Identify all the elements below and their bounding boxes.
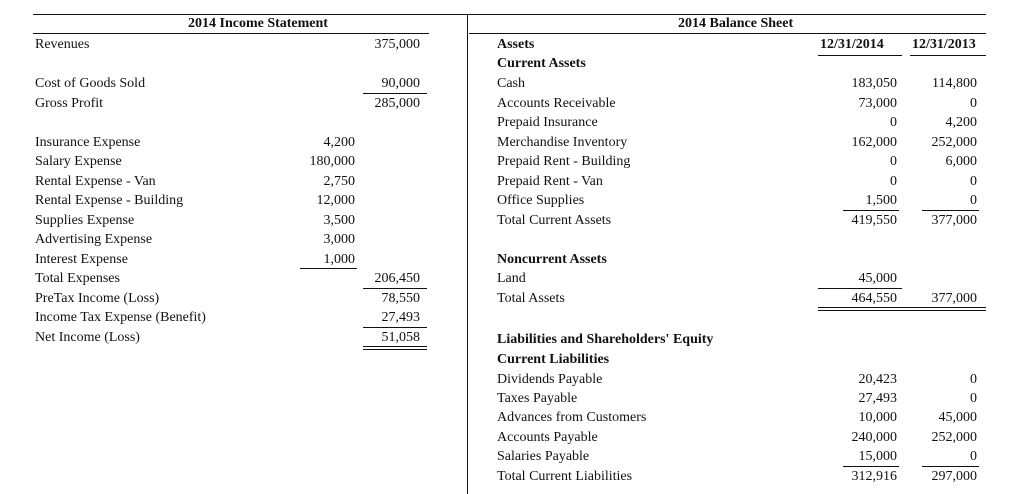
total-assets-double-underline xyxy=(818,307,986,311)
rental-van-value: 2,750 xyxy=(323,174,355,189)
income-tax-value: 27,493 xyxy=(381,310,420,325)
salary-expense-label: Salary Expense xyxy=(35,154,122,169)
pretax-income-label: PreTax Income (Loss) xyxy=(35,291,160,306)
revenues-label: Revenues xyxy=(35,37,90,52)
total-current-assets-2014: 419,550 xyxy=(851,213,897,228)
total-expenses-underline xyxy=(363,288,427,289)
interest-expense-label: Interest Expense xyxy=(35,252,128,267)
cogs-value: 90,000 xyxy=(381,76,420,91)
liabilities-equity-heading: Liabilities and Shareholders' Equity xyxy=(497,332,714,347)
cash-2013: 114,800 xyxy=(932,76,977,91)
expenses-underline xyxy=(300,268,357,269)
current-liabilities-underline-2014 xyxy=(843,466,899,467)
land-underline xyxy=(818,288,902,289)
total-assets-2013: 377,000 xyxy=(931,291,977,306)
noncurrent-assets-heading: Noncurrent Assets xyxy=(497,252,607,267)
assets-heading: Assets xyxy=(497,37,535,52)
top-border xyxy=(33,14,986,15)
office-supplies-2014: 1,500 xyxy=(865,193,897,208)
column-header-underline-2014 xyxy=(818,55,902,56)
prepaid-insurance-label: Prepaid Insurance xyxy=(497,115,598,130)
total-current-liabilities-2013: 297,000 xyxy=(931,469,977,484)
column-header-2014: 12/31/2014 xyxy=(820,37,884,52)
supplies-expense-value: 3,500 xyxy=(323,213,355,228)
balance-title-underline xyxy=(469,33,986,34)
accounts-receivable-label: Accounts Receivable xyxy=(497,96,616,111)
cogs-label: Cost of Goods Sold xyxy=(35,76,146,91)
prepaid-rent-van-2013: 0 xyxy=(970,174,977,189)
total-current-assets-2013: 377,000 xyxy=(931,213,977,228)
rental-van-label: Rental Expense - Van xyxy=(35,174,156,189)
current-assets-underline-2014 xyxy=(843,210,899,211)
salaries-payable-2014: 15,000 xyxy=(858,449,897,464)
salary-expense-value: 180,000 xyxy=(309,154,355,169)
column-header-2013: 12/31/2013 xyxy=(912,37,976,52)
current-assets-heading: Current Assets xyxy=(497,56,586,71)
net-income-value: 51,058 xyxy=(381,330,420,345)
accounts-receivable-2014: 73,000 xyxy=(858,96,897,111)
total-expenses-value: 206,450 xyxy=(374,271,420,286)
prepaid-insurance-2014: 0 xyxy=(890,115,897,130)
prepaid-rent-building-2014: 0 xyxy=(890,154,897,169)
net-income-double-underline xyxy=(363,346,427,350)
prepaid-rent-building-2013: 6,000 xyxy=(945,154,977,169)
taxes-payable-label: Taxes Payable xyxy=(497,391,578,406)
merchandise-inventory-2014: 162,000 xyxy=(851,135,897,150)
accounts-payable-2014: 240,000 xyxy=(851,430,897,445)
merchandise-inventory-label: Merchandise Inventory xyxy=(497,135,628,150)
advances-from-customers-2014: 10,000 xyxy=(858,410,897,425)
revenues-value: 375,000 xyxy=(374,37,420,52)
pretax-income-value: 78,550 xyxy=(381,291,420,306)
interest-expense-value: 1,000 xyxy=(323,252,355,267)
taxes-payable-2013: 0 xyxy=(970,391,977,406)
net-income-label: Net Income (Loss) xyxy=(35,330,140,345)
office-supplies-2013: 0 xyxy=(970,193,977,208)
cogs-underline xyxy=(363,93,427,94)
total-assets-label: Total Assets xyxy=(497,291,565,306)
cash-2014: 183,050 xyxy=(851,76,897,91)
taxes-payable-2014: 27,493 xyxy=(858,391,897,406)
cash-label: Cash xyxy=(497,76,525,91)
rental-building-value: 12,000 xyxy=(316,193,355,208)
advertising-expense-value: 3,000 xyxy=(323,232,355,247)
total-current-assets-label: Total Current Assets xyxy=(497,213,612,228)
column-header-underline-2013 xyxy=(910,55,986,56)
gross-profit-label: Gross Profit xyxy=(35,96,104,111)
current-assets-underline-2013 xyxy=(922,210,979,211)
advances-from-customers-label: Advances from Customers xyxy=(497,410,647,425)
gross-profit-value: 285,000 xyxy=(374,96,420,111)
prepaid-rent-van-2014: 0 xyxy=(890,174,897,189)
current-liabilities-underline-2013 xyxy=(922,466,979,467)
accounts-payable-2013: 252,000 xyxy=(931,430,977,445)
income-tax-underline xyxy=(363,327,427,328)
dividends-payable-2014: 20,423 xyxy=(858,372,897,387)
total-assets-2014: 464,550 xyxy=(851,291,897,306)
accounts-receivable-2013: 0 xyxy=(970,96,977,111)
balance-sheet-title: 2014 Balance Sheet xyxy=(678,16,794,31)
insurance-expense-value: 4,200 xyxy=(323,135,355,150)
dividends-payable-2013: 0 xyxy=(970,372,977,387)
salaries-payable-2013: 0 xyxy=(970,449,977,464)
office-supplies-label: Office Supplies xyxy=(497,193,585,208)
income-statement-title: 2014 Income Statement xyxy=(188,16,328,31)
insurance-expense-label: Insurance Expense xyxy=(35,135,141,150)
advances-from-customers-2013: 45,000 xyxy=(938,410,977,425)
rental-building-label: Rental Expense - Building xyxy=(35,193,184,208)
salaries-payable-label: Salaries Payable xyxy=(497,449,590,464)
dividends-payable-label: Dividends Payable xyxy=(497,372,603,387)
total-current-liabilities-2014: 312,916 xyxy=(851,469,897,484)
total-expenses-label: Total Expenses xyxy=(35,271,120,286)
accounts-payable-label: Accounts Payable xyxy=(497,430,598,445)
prepaid-rent-van-label: Prepaid Rent - Van xyxy=(497,174,603,189)
income-title-underline xyxy=(33,33,429,34)
land-label: Land xyxy=(497,271,526,286)
advertising-expense-label: Advertising Expense xyxy=(35,232,153,247)
merchandise-inventory-2013: 252,000 xyxy=(931,135,977,150)
prepaid-rent-building-label: Prepaid Rent - Building xyxy=(497,154,631,169)
supplies-expense-label: Supplies Expense xyxy=(35,213,135,228)
section-divider xyxy=(467,14,468,494)
prepaid-insurance-2013: 4,200 xyxy=(945,115,977,130)
total-current-liabilities-label: Total Current Liabilities xyxy=(497,469,633,484)
income-tax-label: Income Tax Expense (Benefit) xyxy=(35,310,206,325)
land-2014: 45,000 xyxy=(858,271,897,286)
current-liabilities-heading: Current Liabilities xyxy=(497,352,610,367)
